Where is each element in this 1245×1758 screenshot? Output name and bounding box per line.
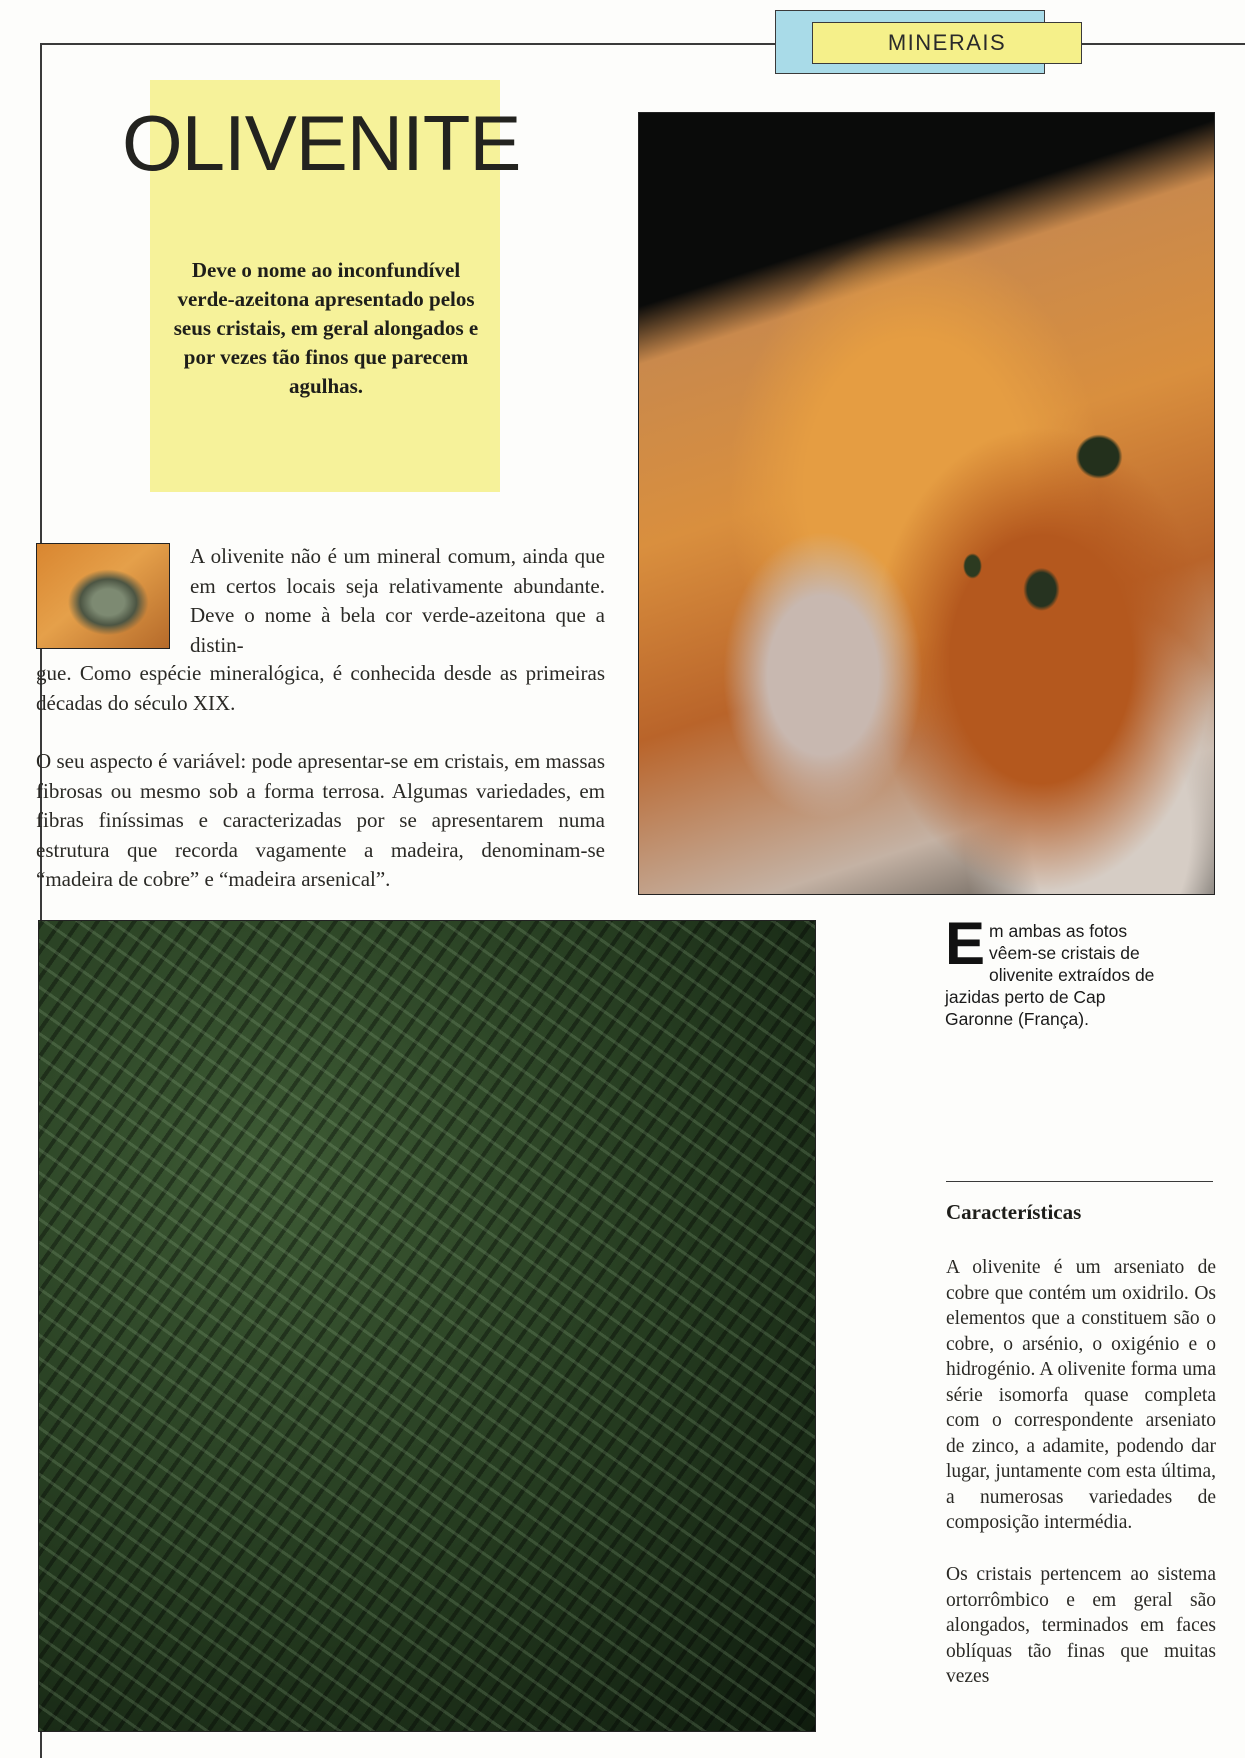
sidebar-paragraph-1: A olivenite é um arseniato de cobre que contém um oxidrilo. Os elementos que a constituem são o cobre, o arsénio, o oxigénio e o hidrogénio. A olivenite forma uma série isomorfa quase completa com o correspondente arseniato de zinco, a adamite, podendo dar lugar, juntamente com esta última, a numerosas variedades de composição intermédia. [946,1257,1216,1533]
mineral-photo-bottom [38,920,816,1732]
sidebar-divider [946,1181,1213,1182]
sidebar-heading: Características [946,1200,1082,1224]
body-paragraph-2: O seu aspecto é variável: pode apresentar-se em cristais, em massas fibrosas ou mesmo sob a forma terrosa. Algumas variedades, em fibras finíssimas e caracterizadas por se apresentarem numa estrutura que recorda vagamente a madeira, denominam-se “madeira de cobre” e “madeira arsenical”. [36,749,605,891]
page-title: OLIVENITE [122,99,521,187]
caption-text: m ambas as fotos vêem-se cristais de olivenite extraídos de jazidas perto de Cap Garonne (França). [945,921,1155,1029]
body-paragraph-1-continued: gue. Como espécie mineralógica, é conhecida desde as primeiras décadas do século XIX. [36,661,605,715]
page-border-top [40,43,775,45]
section-tag: MINERAIS [812,22,1082,64]
body-paragraph-1: A olivenite não é um mineral comum, ainda que em certos locais seja relativamente abundante. Deve o nome à bela cor verde-azeitona que a distin- [190,544,605,657]
sidebar-paragraph-2: Os cristais pertencem ao sistema ortorrômbico e em geral são alongados, terminados em faces oblíquas tão finas que muitas vezes [946,1564,1216,1687]
lead-paragraph: Deve o nome ao inconfundível verde-azeitona apresentado pelos seus cristais, em geral alongados e por vezes tão finos que parecem agulhas. [173,258,479,398]
page-border-top-right [1082,43,1245,45]
mineral-photo-inset [36,543,170,649]
photo-caption [945,910,1165,1030]
mineral-photo-top [638,112,1215,895]
caption-drop-cap: E [945,910,986,977]
